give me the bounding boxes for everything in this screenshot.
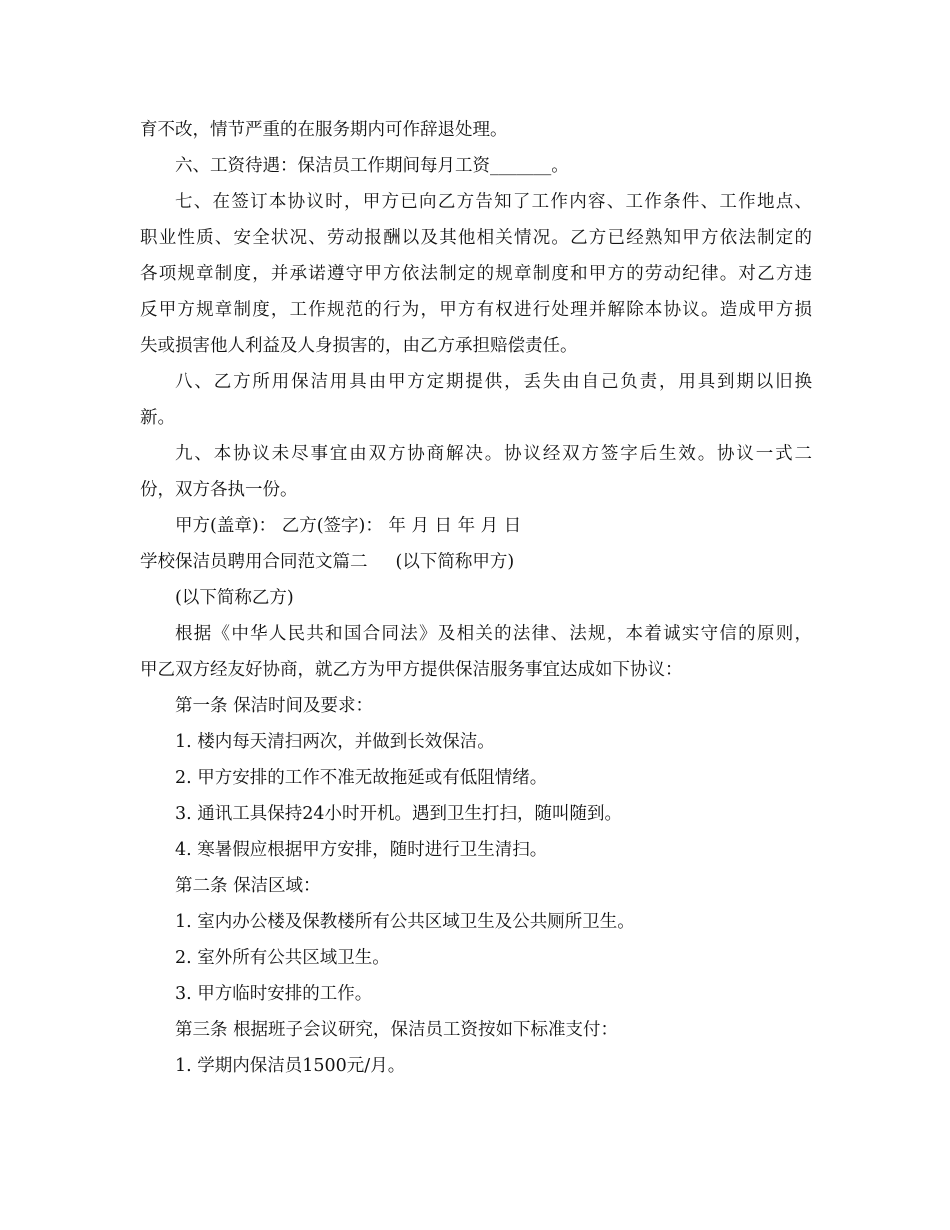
paragraph-line: 份，双方各执一份。 xyxy=(140,480,298,500)
list-item: 1. 楼内每天清扫两次，并做到长效保洁。 xyxy=(175,732,495,752)
signature-line: 甲方(盖章)： 乙方(签字)： 年 月 日 年 月 日 xyxy=(175,516,522,536)
paragraph-line: 职业性质、安全状况、劳动报酬以及其他相关情况。乙方已经熟知甲方依法制定的 xyxy=(140,228,812,248)
paragraph-line: 育不改，情节严重的在服务期内可作辞退处理。 xyxy=(140,120,508,140)
paragraph-line: 根据《中华人民共和国合同法》及相关的法律、法规，本着诚实守信的原则， xyxy=(175,624,812,644)
list-item: 3. 甲方临时安排的工作。 xyxy=(175,984,373,1004)
heading-party-a: (以下简称甲方) xyxy=(395,552,515,572)
paragraph-line: (以下简称乙方) xyxy=(175,588,294,608)
paragraph-line: 八、乙方所用保洁用具由甲方定期提供，丢失由自己负责，用具到期以旧换 xyxy=(175,372,812,392)
list-item: 4. 寒暑假应根据甲方安排，随时进行卫生清扫。 xyxy=(175,840,548,860)
paragraph-line: 六、工资待遇：保洁员工作期间每月工资_______。 xyxy=(175,156,569,176)
document-body xyxy=(140,112,812,1084)
list-item: 1. 室内办公楼及保教楼所有公共区域卫生及公共厕所卫生。 xyxy=(175,912,635,932)
paragraph-line: 失或损害他人利益及人身损害的，由乙方承担赔偿责任。 xyxy=(140,336,578,356)
paragraph-line: 反甲方规章制度，工作规范的行为，甲方有权进行处理并解除本协议。造成甲方损 xyxy=(140,300,812,320)
paragraph-line: 七、在签订本协议时，甲方已向乙方告知了工作内容、工作条件、工作地点、 xyxy=(175,192,812,212)
list-item: 2. 室外所有公共区域卫生。 xyxy=(175,948,390,968)
paragraph-line: 各项规章制度，并承诺遵守甲方依法制定的规章制度和甲方的劳动纪律。对乙方违 xyxy=(140,264,812,284)
article-heading: 第一条 保洁时间及要求： xyxy=(175,696,374,716)
paragraph-line: 九、本协议未尽事宜由双方协商解决。协议经双方签字后生效。协议一式二 xyxy=(175,444,812,464)
article-heading: 第二条 保洁区域： xyxy=(175,876,321,896)
section-heading xyxy=(140,544,812,580)
article-heading: 第三条 根据班子会议研究，保洁员工资按如下标准支付： xyxy=(175,1020,619,1040)
list-item: 3. 通讯工具保持24小时开机。遇到卫生打扫，随叫随到。 xyxy=(175,804,623,824)
list-item: 1. 学期内保洁员1500元/月。 xyxy=(175,1056,406,1076)
paragraph-line: 新。 xyxy=(140,408,175,428)
heading-title: 学校保洁员聘用合同范文篇二 xyxy=(140,552,368,572)
list-item: 2. 甲方安排的工作不准无故拖延或有低阻情绪。 xyxy=(175,768,548,788)
paragraph-line: 甲乙双方经友好协商，就乙方为甲方提供保洁服务事宜达成如下协议： xyxy=(140,660,683,680)
